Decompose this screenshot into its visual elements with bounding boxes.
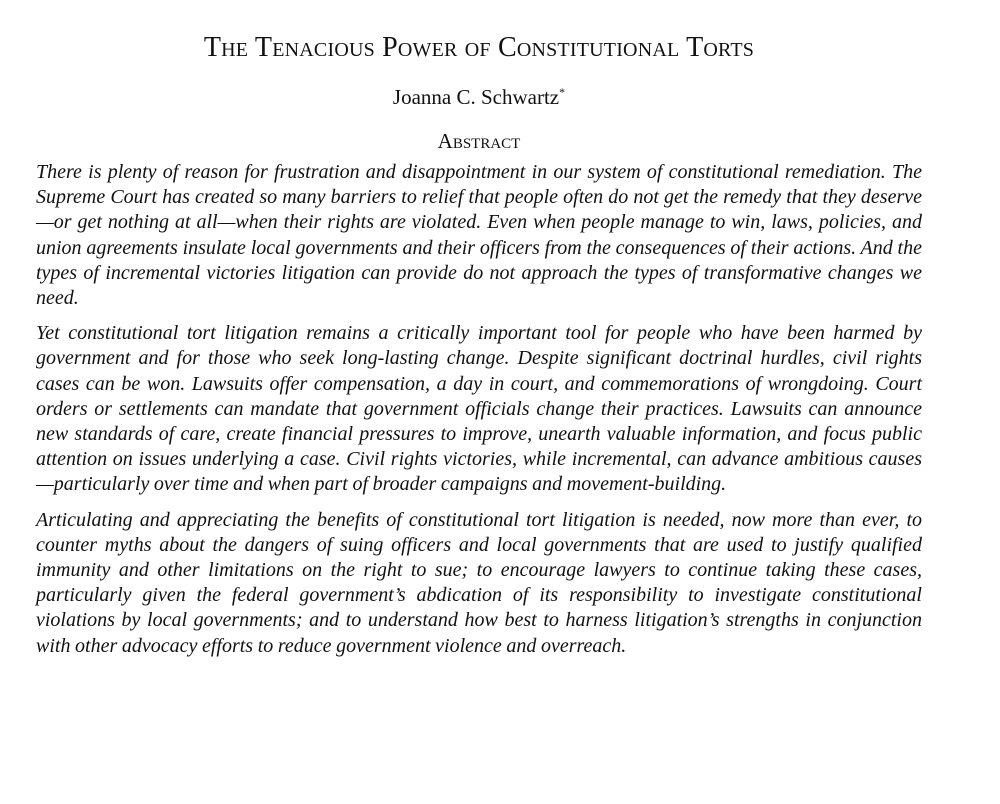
author-footnote-mark[interactable]: * xyxy=(559,85,566,99)
abstract-paragraph-1: There is plenty of reason for frustration and disappointment in our system of constitutional remediation. The Supreme Court has created so many barriers to relief that people often do not get the remedy that they deserve—or get nothing at all—when their rights are violated. Even when people manage to win, laws, policies, and union agreements insulate local governments and their officers from the consequences of their actions. And the types of incremental victories litigation can provide do not approach the types of transformative changes we need. xyxy=(36,161,922,310)
paper-title: The Tenacious Power of Constitutional Torts xyxy=(203,32,755,63)
abstract-body xyxy=(36,160,922,659)
abstract-heading: Abstract xyxy=(437,129,521,153)
abstract-paragraph-3: Articulating and appreciating the benefits of constitutional tort litigation is needed, now more than ever, to counter myths about the dangers of suing officers and local governments that are used to justify qualified immunity and other limitations on the right to sue; to encourage lawyers to continue taking these cases, particularly given the federal government’s abdication of its responsibility to investigate constitutional violations by local governments; and to understand how best to harness litigation’s strengths in conjunction with other advocacy efforts to reduce government violence and overreach. xyxy=(36,508,922,657)
author-line xyxy=(36,68,922,112)
abstract-paragraph-2: Yet constitutional tort litigation remains a critically important tool for people who have been harmed by government and for those who seek long-lasting change. Despite significant doctrinal hurdles, civil rights cases can be won. Lawsuits offer compensation, a day in court, and commemorations of wrongdoing. Court orders or settlements can mandate that government officials change their practices. Lawsuits can announce new standards of care, create financial pressures to improve, unearth valuable information, and focus public attention on issues underlying a case. Civil rights victories, while incremental, can advance ambitious causes—particularly over time and when part of broader campaigns and movement-building. xyxy=(36,322,922,496)
author-name: Joanna C. Schwartz xyxy=(392,85,560,109)
